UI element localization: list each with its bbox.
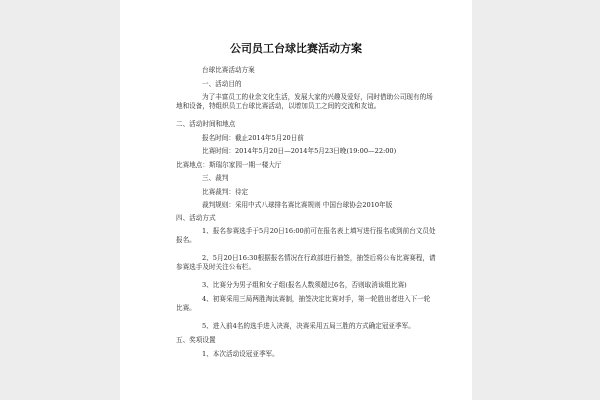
method-item-3: 3、比赛分为男子组和女子组(报名人数须超过6名，否则取消该组比赛)	[202, 281, 407, 289]
match-time: 比赛时间：2014年5月20日—2014年5月23日晚(19:00—22:00)	[202, 147, 397, 155]
section-heading-awards: 五、奖项设置	[176, 336, 216, 344]
method-item-1: 1、报名参赛选手于5月20日16:00前可在报名表上填写进行报名或到前台文员处报名。	[176, 227, 436, 244]
method-item-4: 4、初赛采用三局两胜淘汰赛制，抽签决定比赛对手，第一轮胜出者进入下一轮比赛。	[176, 295, 431, 312]
referee-rules: 裁判规则：采用中式八球排名赛比赛规则 中国台球协会2010年版	[202, 201, 393, 209]
match-venue: 比赛地点：斯瑞尔家园一期一楼大厅	[176, 161, 282, 169]
section-heading-referee: 三、裁判	[202, 174, 229, 182]
plan-subtitle: 台球比赛活动方案	[202, 66, 255, 74]
method-item-2: 2、5月20日16:30根据报名情况在行政部进行抽签，抽签后将公布比赛赛程，请参赛选手及时关注公布栏。	[176, 254, 436, 271]
section-heading-time-place: 二、活动时间和地点	[176, 120, 236, 128]
registration-time: 报名时间：截止2014年5月20日前	[202, 134, 304, 142]
section-heading-method: 四、活动方式	[176, 214, 216, 222]
match-referee: 比赛裁判：待定	[202, 188, 249, 196]
document-title: 公司员工台球比赛活动方案	[230, 42, 362, 55]
document-page	[120, 0, 472, 400]
awards-item-1: 1、本次活动设冠亚季军。	[202, 350, 279, 358]
section-heading-purpose: 一、活动目的	[202, 80, 242, 88]
purpose-paragraph: 为了丰富员工的业余文化生活，发展大家的兴趣及爱好，同时借助公司现有的场地和设备，特组织员工台球比赛活动，以增加员工之间的交流和友谊。	[176, 93, 433, 110]
method-item-5: 5、进入前4名的选手进入决赛，决赛采用五局三胜的方式确定冠亚季军。	[202, 322, 415, 330]
